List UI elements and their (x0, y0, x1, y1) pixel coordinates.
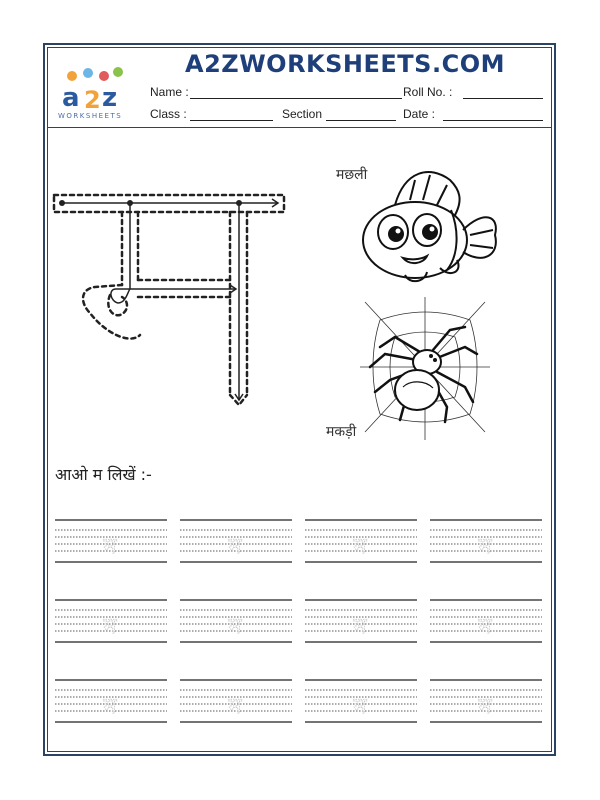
section-label: Section (282, 107, 323, 121)
date-field[interactable] (443, 120, 543, 121)
svg-text:WORKSHEETS: WORKSHEETS (58, 112, 123, 120)
trace-letter: म (228, 694, 242, 719)
site-title: A2ZWORKSHEETS.COM (185, 50, 505, 78)
trace-letter: म (478, 534, 492, 559)
fish-image (355, 160, 505, 285)
roll-field[interactable] (463, 98, 543, 99)
class-label: Class : (150, 107, 187, 121)
practice-block[interactable] (305, 600, 417, 642)
practice-block[interactable] (180, 680, 292, 722)
practice-block[interactable] (180, 520, 292, 562)
trace-letter-ma (50, 185, 290, 415)
practice-block[interactable] (430, 520, 542, 562)
practice-block[interactable] (305, 520, 417, 562)
name-label: Name : (150, 85, 189, 99)
spider-label: मकड़ी (326, 424, 357, 440)
svg-text:2: 2 (84, 86, 101, 114)
trace-letter: म (228, 534, 242, 559)
practice-block[interactable] (55, 680, 167, 722)
trace-letter: म (478, 694, 492, 719)
practice-block[interactable] (180, 600, 292, 642)
form-row-1 (150, 85, 545, 101)
trace-letter: म (353, 614, 367, 639)
svg-text:z: z (102, 83, 118, 113)
roll-label: Roll No. : (403, 85, 453, 99)
trace-letter: म (353, 694, 367, 719)
practice-block[interactable] (55, 600, 167, 642)
trace-letter: म (353, 534, 367, 559)
practice-block[interactable] (55, 520, 167, 562)
practice-block[interactable] (430, 680, 542, 722)
date-label: Date : (403, 107, 436, 121)
spider-image (355, 292, 495, 442)
header-divider (47, 127, 552, 128)
svg-text:a: a (62, 83, 80, 113)
form-row-2 (150, 107, 545, 123)
a2z-logo (52, 64, 142, 122)
name-field[interactable] (190, 98, 402, 99)
trace-letter: म (103, 534, 117, 559)
instruction-text: आओ म लिखें :- (55, 465, 152, 484)
practice-grid (50, 505, 550, 745)
section-field[interactable] (326, 120, 396, 121)
practice-block[interactable] (430, 600, 542, 642)
practice-block[interactable] (305, 680, 417, 722)
trace-letter: म (103, 614, 117, 639)
fish-label: मछली (336, 167, 368, 183)
trace-letter: म (103, 694, 117, 719)
trace-letter: म (478, 614, 492, 639)
trace-letter: म (228, 614, 242, 639)
class-field[interactable] (190, 120, 273, 121)
